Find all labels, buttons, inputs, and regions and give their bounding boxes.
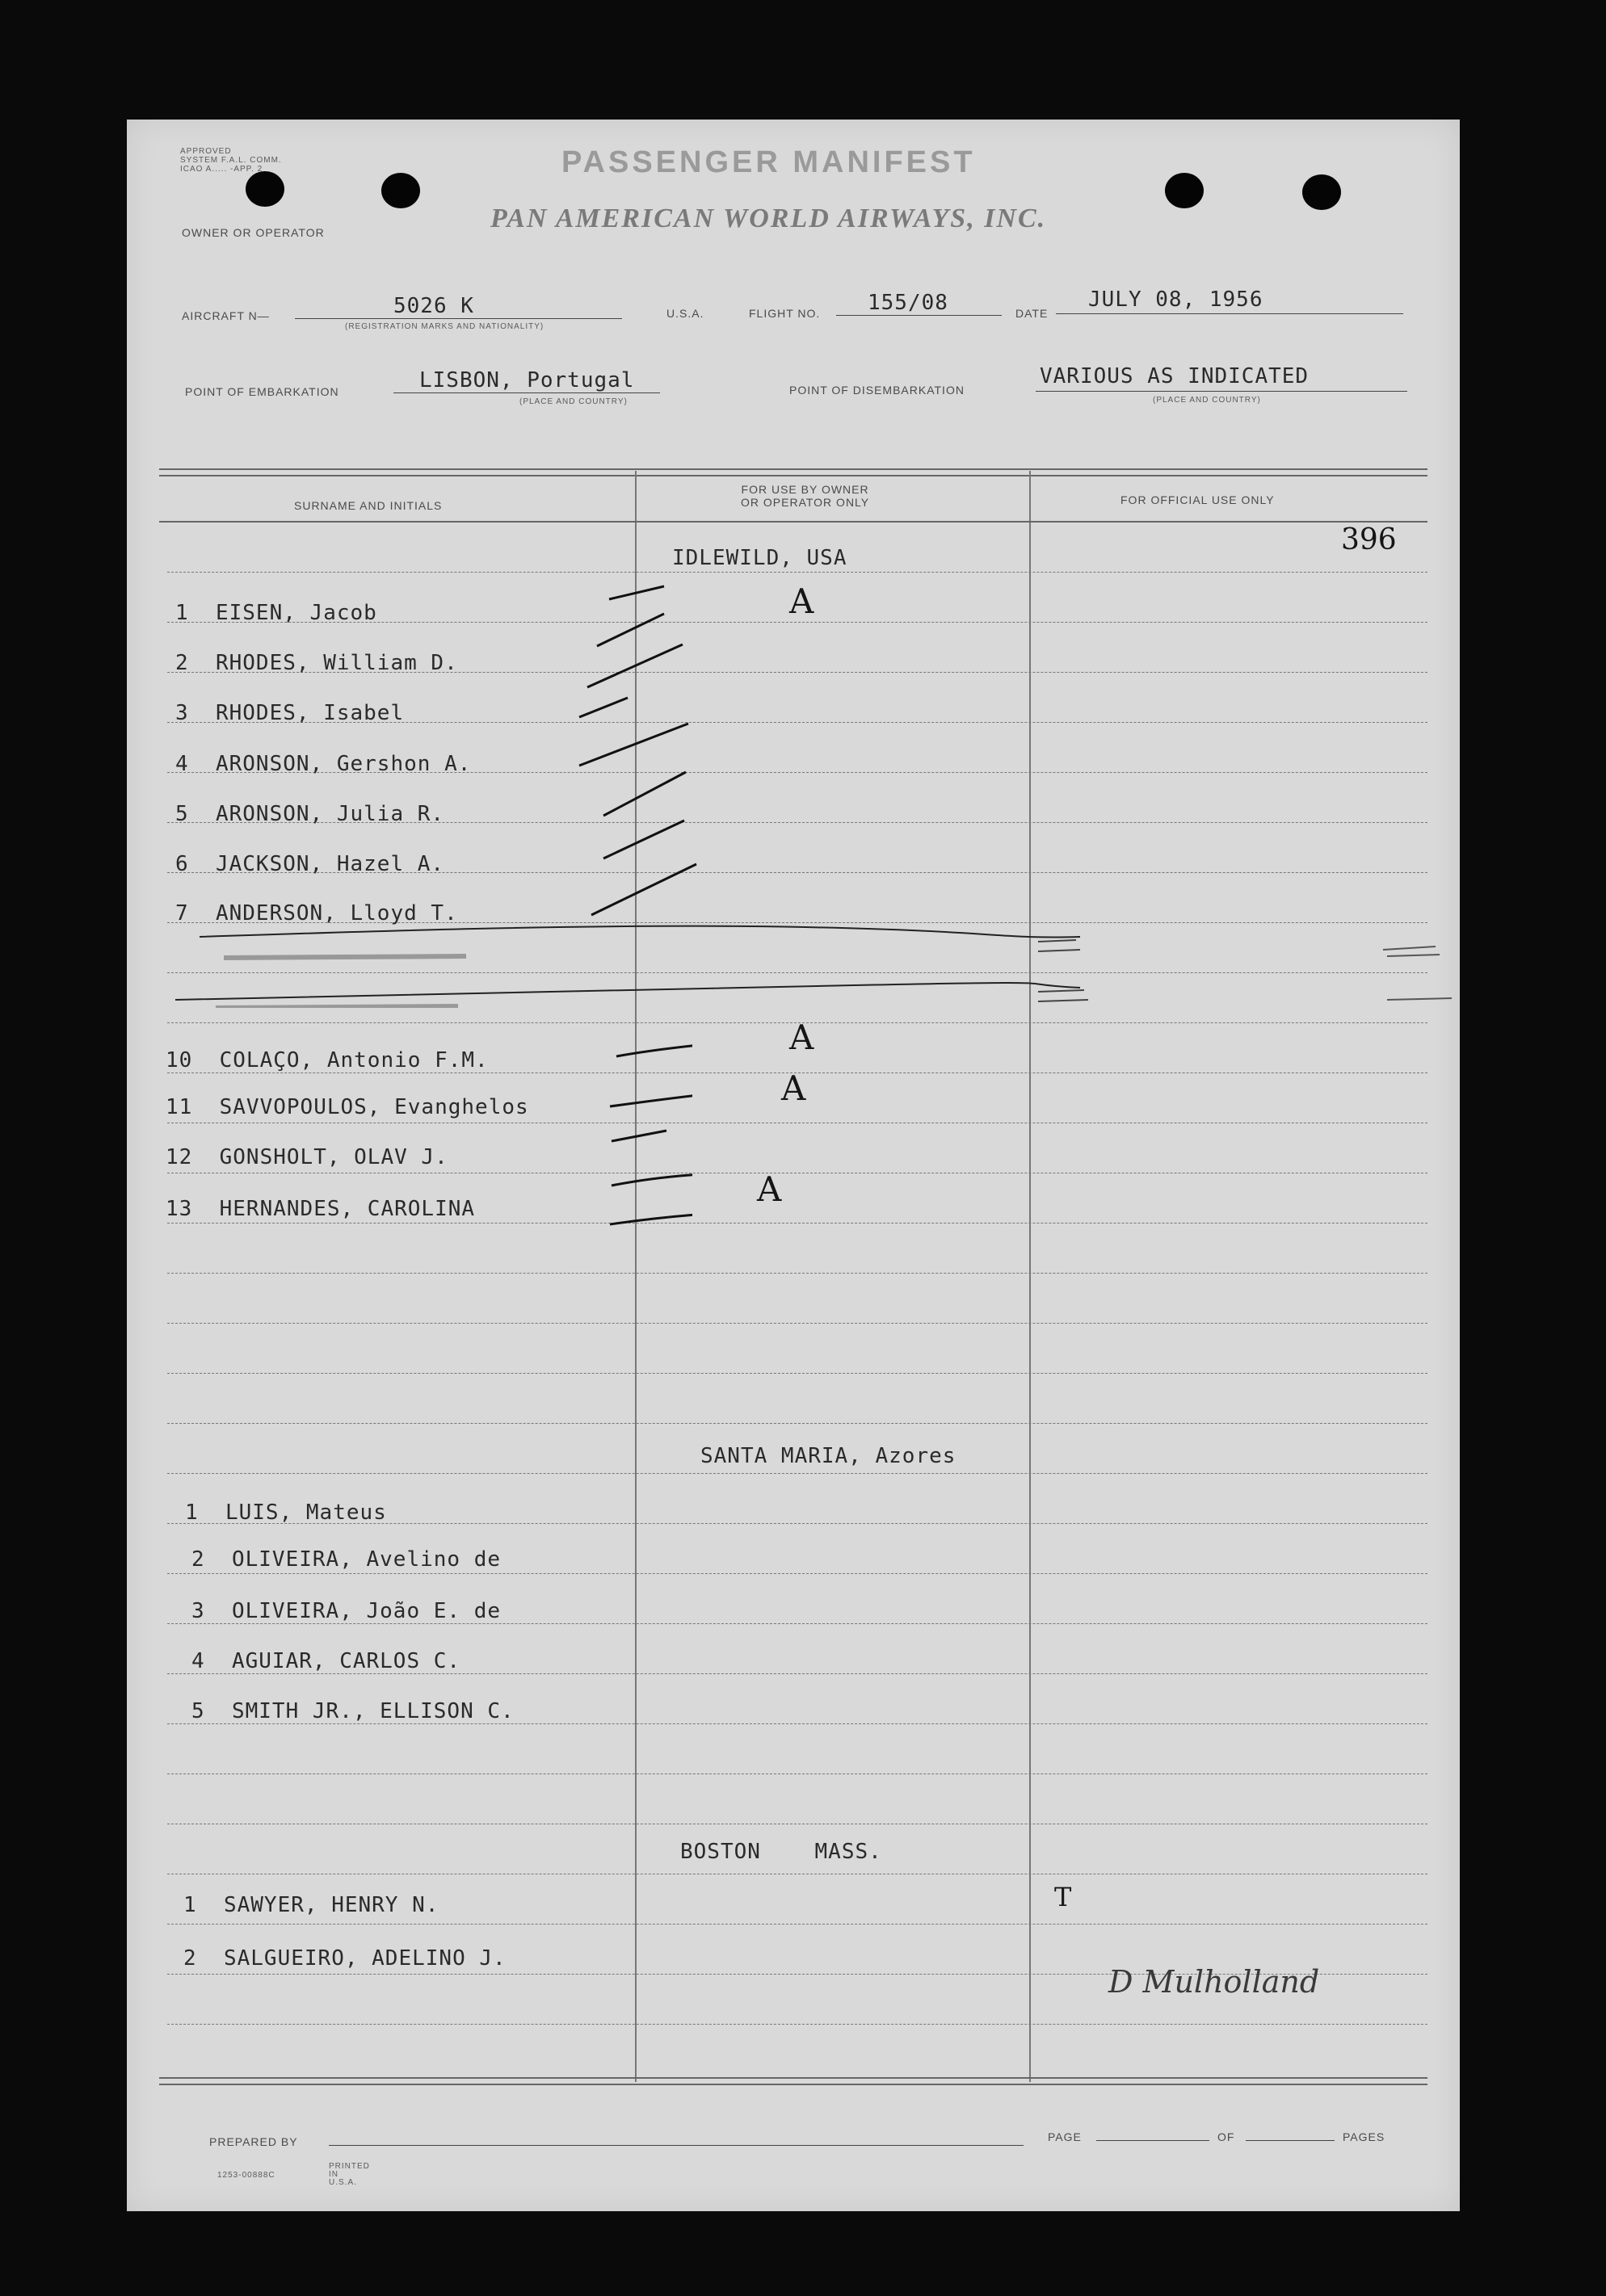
passenger-name: RHODES, William D. [215, 651, 458, 675]
passenger-row [191, 1699, 515, 1723]
passenger-number: 5 [175, 802, 189, 826]
embark-label: POINT OF EMBARKATION [185, 385, 339, 398]
passenger-name: OLIVEIRA, João E. de [231, 1599, 502, 1623]
official-signature: D Mulholland [1108, 1964, 1320, 2000]
passenger-name: LUIS, Mateus [225, 1501, 387, 1525]
passenger-number: 13 [166, 1197, 193, 1221]
passenger-name: COLAÇO, Antonio F.M. [219, 1048, 489, 1072]
approval-line: SYSTEM F.A.L. COMM. [180, 156, 282, 165]
passenger-row [191, 1599, 501, 1623]
passenger-name: SALGUEIRO, ADELINO J. [223, 1946, 507, 1971]
row-rule [167, 1924, 1427, 1925]
passenger-row [185, 1501, 387, 1525]
manifest-sheet [127, 120, 1460, 2211]
passenger-number: 2 [183, 1946, 197, 1971]
official-t-mark: T [1054, 1882, 1072, 1912]
tick-marks-lower [127, 1008, 692, 1250]
passenger-row [191, 1649, 460, 1673]
table-bottom-rule [159, 2077, 1427, 2079]
owner-label: OWNER OR OPERATOR [182, 226, 325, 239]
prepared-label: PREPARED BY [209, 2135, 298, 2148]
passenger-number: 3 [191, 1599, 205, 1623]
passenger-number: 4 [175, 752, 189, 776]
disembark-label: POINT OF DISEMBARKATION [789, 384, 965, 397]
passenger-name: ARONSON, Gershon A. [215, 752, 472, 776]
row-rule [167, 1623, 1427, 1624]
passenger-name: RHODES, Isabel [215, 701, 405, 725]
passenger-name: SAWYER, HENRY N. [223, 1893, 439, 1917]
pages-label: PAGES [1343, 2130, 1385, 2143]
struck-rows [127, 120, 1460, 1008]
section-destination: BOSTON MASS. [680, 1840, 882, 1864]
usa-label: U.S.A. [666, 307, 704, 320]
flight-value: 155/08 [868, 291, 948, 315]
row-rule [167, 2024, 1427, 2025]
passenger-row [183, 1893, 439, 1917]
section-destination: SANTA MARIA, Azores [700, 1444, 956, 1468]
passenger-number: 2 [175, 651, 189, 675]
page-underline [1096, 2140, 1209, 2141]
embark-sub: (PLACE AND COUNTRY) [519, 397, 628, 406]
col-header-owner-use-line: OR OPERATOR ONLY [741, 496, 870, 509]
date-value: JULY 08, 1956 [1088, 288, 1263, 312]
official-number: 396 [1341, 523, 1397, 556]
flight-label: FLIGHT NO. [749, 307, 821, 320]
row-rule [167, 1423, 1427, 1424]
aircraft-value: 5026 K [393, 294, 474, 318]
row-rule [167, 1273, 1427, 1274]
row-rule [167, 1673, 1427, 1674]
page-title: PASSENGER MANIFEST [561, 145, 976, 179]
col-header-owner-use-line: FOR USE BY OWNER [741, 483, 869, 496]
approval-line: APPROVED [180, 147, 232, 156]
page-label: PAGE [1048, 2130, 1082, 2143]
passenger-name: ARONSON, Julia R. [215, 802, 445, 826]
passenger-number: 5 [191, 1699, 205, 1723]
passenger-name: SAVVOPOULOS, Evanghelos [219, 1095, 529, 1119]
arrival-mark: A [757, 1169, 782, 1209]
row-rule [167, 1323, 1427, 1324]
col-header-surname: SURNAME AND INITIALS [294, 499, 443, 512]
row-rule [167, 1773, 1427, 1774]
passenger-name: JACKSON, Hazel A. [215, 852, 445, 876]
passenger-number: 1 [183, 1893, 197, 1917]
table-bottom-rule [159, 2084, 1427, 2085]
passenger-name: SMITH JR., ELLISON C. [231, 1699, 515, 1723]
disembark-value: VARIOUS AS INDICATED [1040, 364, 1310, 388]
col-header-official-use: FOR OFFICIAL USE ONLY [1120, 493, 1275, 506]
passenger-number: 2 [191, 1547, 205, 1572]
passenger-name: OLIVEIRA, Avelino de [231, 1547, 502, 1572]
passenger-name: HERNANDES, CAROLINA [219, 1197, 476, 1221]
arrival-mark: A [789, 581, 814, 621]
passenger-number: 7 [175, 901, 189, 926]
of-label: OF [1217, 2130, 1235, 2143]
arrival-mark: A [781, 1068, 806, 1108]
passenger-number: 10 [166, 1048, 193, 1072]
disembark-sub: (PLACE AND COUNTRY) [1153, 396, 1261, 405]
passenger-number: 6 [175, 852, 189, 876]
row-rule [167, 1373, 1427, 1374]
operator-name: PAN AMERICAN WORLD AIRWAYS, INC. [490, 204, 1047, 233]
passenger-number: 4 [191, 1649, 205, 1673]
aircraft-sub: (REGISTRATION MARKS AND NATIONALITY) [345, 322, 544, 331]
passenger-name: ANDERSON, Lloyd T. [215, 901, 458, 926]
form-code: 1253-00888C [217, 2171, 275, 2180]
row-rule [167, 1573, 1427, 1574]
passenger-number: 1 [175, 601, 189, 625]
passenger-name: AGUIAR, CARLOS C. [231, 1649, 461, 1673]
passenger-number: 12 [166, 1145, 193, 1169]
passenger-number: 1 [185, 1501, 199, 1525]
row-rule [167, 1473, 1427, 1474]
passenger-name: EISEN, Jacob [215, 601, 377, 625]
passenger-number: 3 [175, 701, 189, 725]
row-rule [167, 1723, 1427, 1724]
passenger-row [183, 1946, 507, 1971]
passenger-row [191, 1547, 501, 1572]
approval-line: ICAO A..... -APP. 2 [180, 165, 263, 174]
arrival-mark: A [789, 1018, 814, 1057]
printed-in: PRINTED IN U.S.A. [329, 2162, 370, 2187]
passenger-number: 11 [166, 1095, 193, 1119]
of-underline [1246, 2140, 1335, 2141]
passenger-name: GONSHOLT, OLAV J. [219, 1145, 448, 1169]
aircraft-label: AIRCRAFT N— [182, 309, 270, 322]
date-label: DATE [1015, 307, 1049, 320]
section-destination: IDLEWILD, USA [672, 546, 847, 570]
embark-value: LISBON, Portugal [419, 368, 635, 392]
prepared-underline [329, 2145, 1024, 2146]
